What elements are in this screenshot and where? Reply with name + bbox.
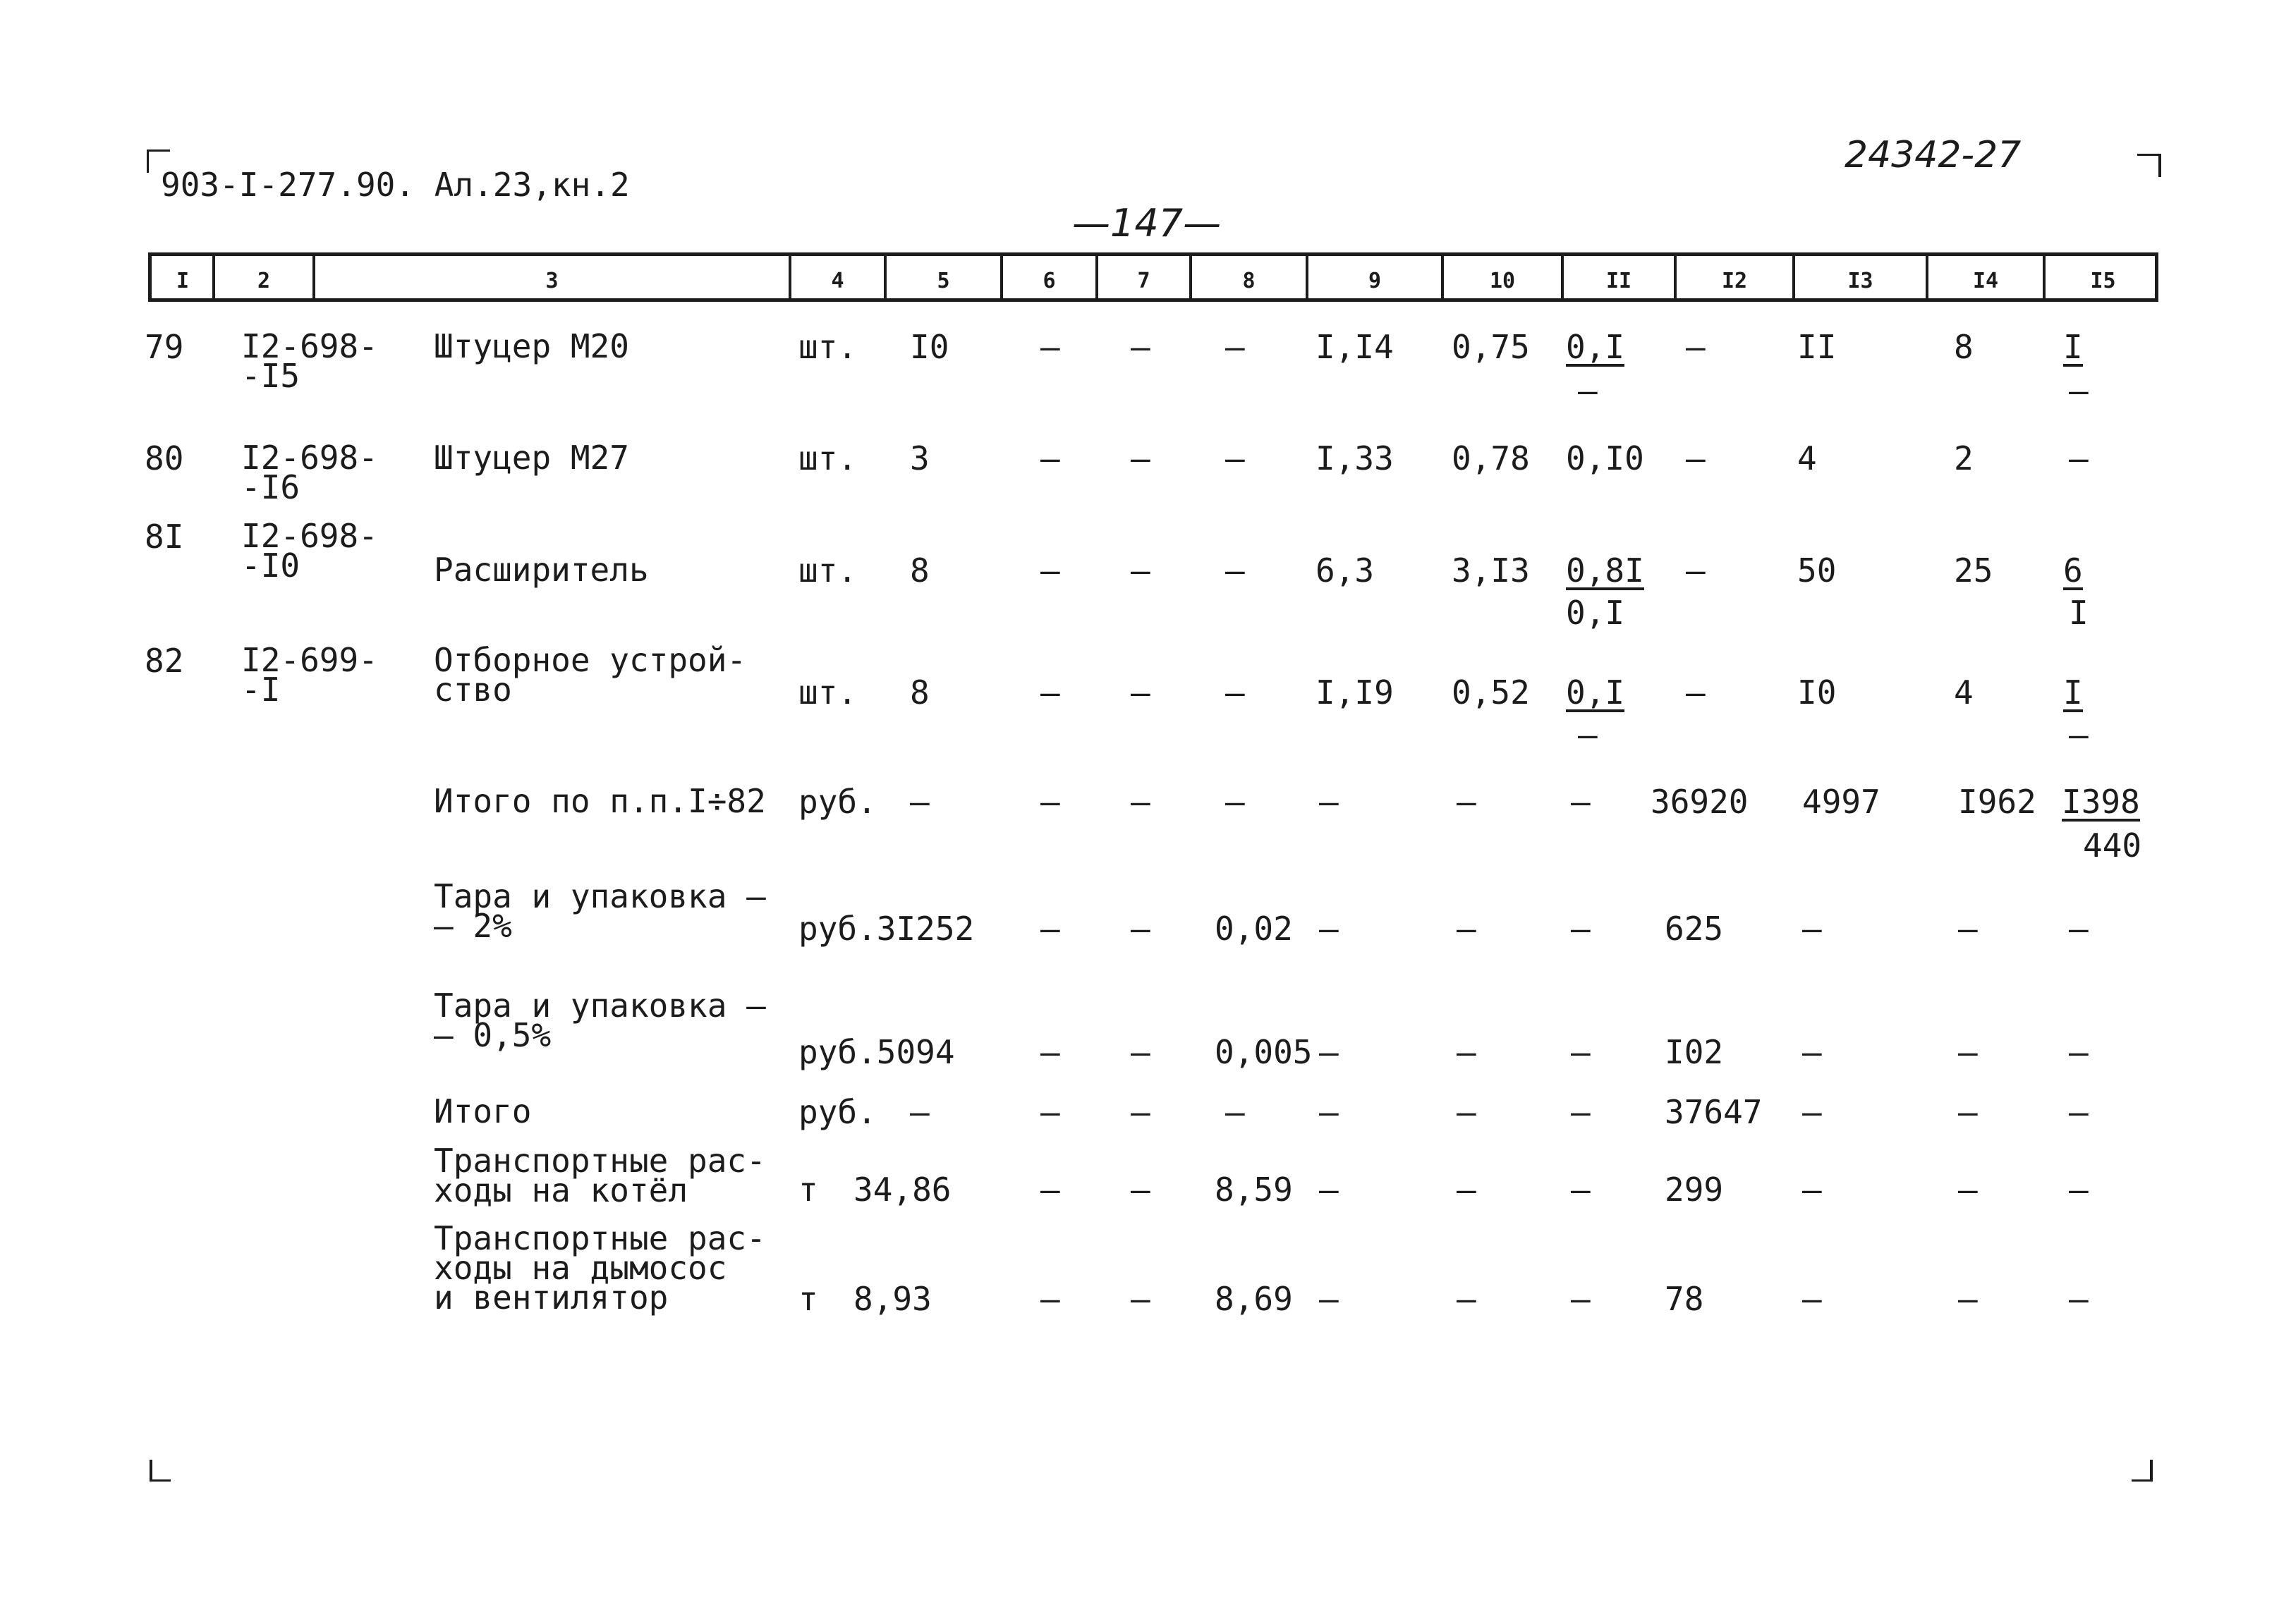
cell-c7: – <box>1131 1033 1150 1071</box>
cell-c5: 8,93 <box>853 1280 932 1318</box>
archive-number: 24342-27 <box>1845 134 2022 176</box>
cell-c14: – <box>1958 910 1978 948</box>
cell-c8: 0,02 <box>1215 910 1293 948</box>
cell-c11: 0,8I <box>1566 551 1644 590</box>
row-number: 79 <box>145 328 184 366</box>
cell-c13: I0 <box>1797 673 1837 712</box>
cell-c13: 4997 <box>1802 783 1880 821</box>
cell-c15-sub: I <box>2069 594 2089 632</box>
cell-c15: I398 <box>2062 783 2140 821</box>
cell-c8: 8,69 <box>1215 1280 1293 1318</box>
column-divider <box>789 256 791 298</box>
cell-c9: I,33 <box>1315 439 1394 477</box>
column-header-7: 7 <box>1137 268 1150 293</box>
cell-c11-sub: – <box>1578 716 1598 754</box>
column-header-10: 10 <box>1489 268 1516 293</box>
cell-c14: I962 <box>1958 783 2036 821</box>
cell-c4: т <box>798 1280 818 1318</box>
cell-c11: – <box>1571 1280 1591 1318</box>
cell-c11: – <box>1571 910 1591 948</box>
cell-c6: – <box>1040 1171 1060 1209</box>
cell-c7: – <box>1131 1280 1150 1318</box>
cell-c14: 25 <box>1954 551 1993 590</box>
column-header-2: 2 <box>257 268 271 293</box>
cell-c10: – <box>1457 783 1476 821</box>
column-divider <box>312 256 315 298</box>
corner-mark-bottom-left <box>150 1460 171 1482</box>
cell-c9: – <box>1319 1093 1339 1131</box>
cell-c7: – <box>1131 551 1150 590</box>
total-label: Итого <box>434 1092 532 1130</box>
cell-c4: шт. <box>798 328 858 366</box>
column-divider <box>1561 256 1564 298</box>
cell-c7: – <box>1131 439 1150 477</box>
catalog-code: I2-699- -I <box>241 641 378 709</box>
cell-c5: 3 <box>910 439 930 477</box>
column-divider <box>2043 256 2046 298</box>
cell-c5: 8 <box>910 551 930 590</box>
column-header-3: 3 <box>545 268 559 293</box>
cell-c14: – <box>1958 1093 1978 1131</box>
cell-c9: I,I4 <box>1315 328 1394 366</box>
cell-c15-sub: – <box>2069 716 2089 754</box>
column-header-12: I2 <box>1721 268 1748 293</box>
column-divider <box>1674 256 1677 298</box>
column-header-1: I <box>176 268 190 293</box>
cell-c9: – <box>1319 1033 1339 1071</box>
cell-c10: 0,78 <box>1452 439 1530 477</box>
cell-c8: – <box>1225 783 1245 821</box>
catalog-code: I2-698- -I6 <box>241 439 378 506</box>
cell-c15: – <box>2069 1280 2089 1318</box>
cell-c5: 8 <box>910 673 930 712</box>
cell-c6: – <box>1040 783 1060 821</box>
item-name: Расширитель <box>434 551 649 589</box>
row-number: 82 <box>145 642 184 680</box>
cell-c10: – <box>1457 910 1476 948</box>
cell-c12: 625 <box>1665 910 1724 948</box>
catalog-code: I2-698- -I0 <box>241 517 378 585</box>
cell-c10: 3,I3 <box>1452 551 1530 590</box>
cell-c5: 34,86 <box>853 1171 952 1209</box>
cell-c12: 36920 <box>1651 783 1749 821</box>
cell-c13: II <box>1797 328 1837 366</box>
cell-c13: 50 <box>1797 551 1837 590</box>
cell-c8: 8,59 <box>1215 1171 1293 1209</box>
cell-c11: – <box>1571 1033 1591 1071</box>
cell-c8: – <box>1225 1093 1245 1131</box>
page-number: —147— <box>1072 201 1222 245</box>
cell-c4: шт. <box>798 551 858 590</box>
cell-c9: 6,3 <box>1315 551 1375 590</box>
cell-c12: – <box>1686 551 1706 590</box>
item-name: Штуцер М20 <box>434 327 629 365</box>
cell-c15-sub: – <box>2069 372 2089 410</box>
cell-c11-sub: 0,I <box>1566 594 1625 632</box>
cell-c15: I <box>2063 328 2083 366</box>
cell-c10: 0,52 <box>1452 673 1530 712</box>
cell-c8: – <box>1225 439 1245 477</box>
cell-c14: – <box>1958 1171 1978 1209</box>
column-header-4: 4 <box>831 268 844 293</box>
item-name: Штуцер М27 <box>434 439 629 477</box>
cell-c7: – <box>1131 328 1150 366</box>
total-label: Итого по п.п.I÷82 <box>434 782 766 820</box>
cell-c15: – <box>2069 910 2089 948</box>
cell-c8: – <box>1225 551 1245 590</box>
cell-c9: I,I9 <box>1315 673 1394 712</box>
cell-c9: – <box>1319 783 1339 821</box>
cell-c6: – <box>1040 1093 1060 1131</box>
cell-c4: шт. <box>798 673 858 712</box>
cell-c14: 8 <box>1954 328 1974 366</box>
cell-c10: – <box>1457 1093 1476 1131</box>
cell-c12: – <box>1686 439 1706 477</box>
cell-c15: – <box>2069 439 2089 477</box>
column-header-5: 5 <box>937 268 950 293</box>
cell-c13: – <box>1802 910 1822 948</box>
column-divider <box>1441 256 1444 298</box>
cell-c7: – <box>1131 783 1150 821</box>
cell-c10: – <box>1457 1280 1476 1318</box>
total-label: Транспортные рас- ходы на дымосос и вентилятор <box>434 1219 766 1317</box>
column-header-14: I4 <box>1972 268 1999 293</box>
cell-c6: – <box>1040 910 1060 948</box>
total-label: Тара и упаковка – – 0,5% <box>434 987 766 1054</box>
cell-c9: – <box>1319 1171 1339 1209</box>
total-label: Тара и упаковка – – 2% <box>434 877 766 945</box>
cell-c11: 0,I0 <box>1566 439 1644 477</box>
cell-c14: – <box>1958 1280 1978 1318</box>
corner-mark-top-right <box>2137 154 2161 177</box>
cell-c11: 0,I <box>1566 673 1625 712</box>
column-header-9: 9 <box>1368 268 1382 293</box>
cell-c6: – <box>1040 1033 1060 1071</box>
cell-c4: т <box>798 1171 818 1209</box>
cell-c13: 4 <box>1797 439 1817 477</box>
column-header-15: I5 <box>2090 268 2116 293</box>
cell-c13: – <box>1802 1093 1822 1131</box>
cell-c6: – <box>1040 1280 1060 1318</box>
cell-c11: – <box>1571 1093 1591 1131</box>
cell-c11: – <box>1571 1171 1591 1209</box>
cell-c11: 0,I <box>1566 328 1625 366</box>
cell-c7: – <box>1131 910 1150 948</box>
cell-c13: – <box>1802 1280 1822 1318</box>
cell-c6: – <box>1040 673 1060 712</box>
cell-c15: – <box>2069 1033 2089 1071</box>
cell-c12: I02 <box>1665 1033 1724 1071</box>
cell-c4: руб.5094 <box>798 1033 955 1071</box>
cell-c12: 299 <box>1665 1171 1724 1209</box>
column-divider <box>1189 256 1192 298</box>
column-header-13: I3 <box>1847 268 1873 293</box>
column-divider <box>1000 256 1003 298</box>
cell-c12: 78 <box>1665 1280 1704 1318</box>
cell-c6: – <box>1040 328 1060 366</box>
column-header-8: 8 <box>1242 268 1256 293</box>
cell-c8: – <box>1225 673 1245 712</box>
cell-c5: – <box>910 1093 930 1131</box>
cell-c10: – <box>1457 1033 1476 1071</box>
item-name: Отборное устрой- ство <box>434 641 747 709</box>
column-header-11: II <box>1605 268 1632 293</box>
document-code: 903-I-277.90. Ал.23,кн.2 <box>161 166 630 204</box>
cell-c9: – <box>1319 910 1339 948</box>
cell-c12: – <box>1686 328 1706 366</box>
cell-c15: 6 <box>2063 551 2083 590</box>
row-number: 8I <box>145 518 184 556</box>
cell-c9: – <box>1319 1280 1339 1318</box>
cell-c14: – <box>1958 1033 1978 1071</box>
cell-c15-sub: 440 <box>2083 826 2142 865</box>
cell-c6: – <box>1040 551 1060 590</box>
cell-c15: – <box>2069 1171 2089 1209</box>
cell-c12: – <box>1686 673 1706 712</box>
cell-c15: – <box>2069 1093 2089 1131</box>
cell-c14: 4 <box>1954 673 1974 712</box>
column-divider <box>1095 256 1098 298</box>
cell-c8: 0,005 <box>1215 1033 1313 1071</box>
cell-c4: шт. <box>798 439 858 477</box>
cell-c10: – <box>1457 1171 1476 1209</box>
cell-c13: – <box>1802 1171 1822 1209</box>
cell-c6: – <box>1040 439 1060 477</box>
cell-c4: руб. <box>798 1093 877 1131</box>
cell-c12: 37647 <box>1665 1093 1763 1131</box>
catalog-code: I2-698- -I5 <box>241 327 378 395</box>
column-divider <box>212 256 215 298</box>
cell-c10: 0,75 <box>1452 328 1530 366</box>
cell-c13: – <box>1802 1033 1822 1071</box>
cell-c5: I0 <box>910 328 949 366</box>
cell-c11: – <box>1571 783 1591 821</box>
column-divider <box>1926 256 1928 298</box>
row-number: 80 <box>145 439 184 477</box>
cell-c15: I <box>2063 673 2083 712</box>
cell-c4: руб. <box>798 783 877 821</box>
cell-c5: – <box>910 783 930 821</box>
cell-c8: – <box>1225 328 1245 366</box>
cell-c7: – <box>1131 1171 1150 1209</box>
corner-mark-bottom-right <box>2132 1460 2153 1482</box>
column-divider <box>1306 256 1308 298</box>
cell-c7: – <box>1131 673 1150 712</box>
cell-c7: – <box>1131 1093 1150 1131</box>
total-label: Транспортные рас- ходы на котёл <box>434 1142 766 1209</box>
cell-c4: руб.3I252 <box>798 910 975 948</box>
cell-c11-sub: – <box>1578 372 1598 410</box>
cell-c14: 2 <box>1954 439 1974 477</box>
column-divider <box>1792 256 1795 298</box>
column-header-6: 6 <box>1043 268 1056 293</box>
column-divider <box>884 256 887 298</box>
column-header-row <box>148 252 2158 302</box>
